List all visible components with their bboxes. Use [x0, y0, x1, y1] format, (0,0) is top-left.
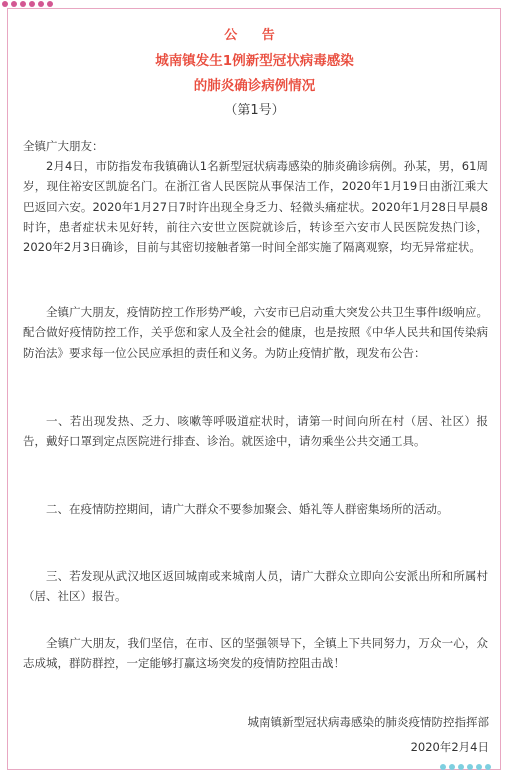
notice-item-1: 一、若出现发热、乏力、咳嗽等呼吸道症状时，请第一时间向所在村（居、社区）报告，戴好口罩到定点医院进行排查、诊治。就医途中，请勿乘坐公共交通工具。 [23, 414, 488, 449]
decorative-dots-bottom-right [440, 764, 491, 770]
decorative-dots-top-left [2, 1, 53, 7]
notice-item-2: 二、在疫情防控期间，请广大群众不要参加聚会、婚礼等人群密集场所的活动。 [46, 502, 449, 516]
notice-number: （第1号） [224, 103, 285, 118]
notice-label: 公 告 [224, 28, 285, 43]
salutation: 全镇广大朋友： [23, 139, 104, 153]
issue-date: 2020年2月4日 [410, 740, 489, 754]
closing-paragraph: 全镇广大朋友，我们坚信，在市、区的坚强领导下，全镇上下共同努力，万众一心，众志成城，群防群控，一定能够打赢这场突发的疫情防控阻击战！ [23, 636, 488, 671]
notice-title-line2: 的肺炎确诊病例情况 [193, 78, 316, 94]
notice-item-3: 三、若发现从武汉地区返回城南或来城南人员，请广大群众立即向公安派出所和所属村（居、社区）报告。 [23, 569, 488, 604]
case-report-paragraph: 2月4日，市防指发布我镇确认1名新型冠状病毒感染的肺炎确诊病例。孙某，男，61周岁，现住裕安区凯旋名门。在浙江省人民医院从事保洁工作，2020年1月19日由浙江乘大巴返回六安。2020年1月27日7时许出现全身乏力、轻微头痛症状。2020年1月28日早晨8时许，患者症状未见好转，前往六安世立医院就诊后，转诊至六安市人民医院发热门诊，2020年2月3日确诊，目前与其密切接触者第一时间全部实施了隔离观察，均无异常症状。 [23, 159, 488, 255]
notice-title-line1: 城南镇发生1例新型冠状病毒感染 [155, 53, 354, 69]
situation-paragraph: 全镇广大朋友，疫情防控工作形势严峻，六安市已启动重大突发公共卫生事件Ⅰ级响应。配合做好疫情防控工作，关乎您和家人及全社会的健康，也是按照《中华人民共和国传染病防治法》要求每一位公民应承担的责任和义务。为防止疫情扩散，现发布公告： [23, 305, 488, 360]
issuer-signature: 城南镇新型冠状病毒感染的肺炎疫情防控指挥部 [247, 715, 489, 729]
